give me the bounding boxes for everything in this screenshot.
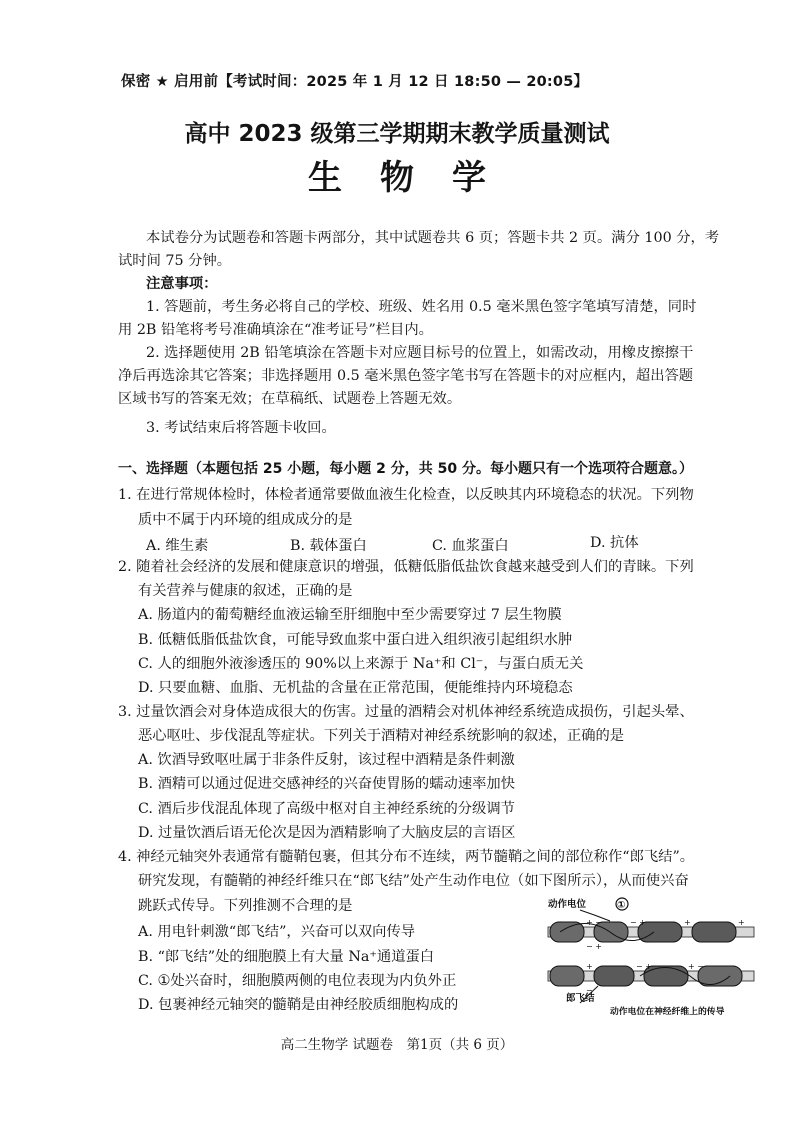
q4-option-a: A. 用电针刺激“郎飞结”，兴奋可以双向传导 xyxy=(138,924,416,940)
q3-stem-line-1: 3. 过量饮酒会对身体造成很大的伤害。过量的酒精会对机体神经系统造成损伤，引起头晕、 xyxy=(118,704,694,720)
notice-2-line-3: 区域书写的答案无效；在草稿纸、试题卷上答题无效。 xyxy=(118,391,462,407)
intro-line-2: 试时间 75 分钟。 xyxy=(118,253,232,269)
figure-caption: 动作电位在神经纤维上的传导 xyxy=(610,1007,725,1017)
q1-stem-line-2: 质中不属于内环境的组成成分的是 xyxy=(138,512,353,528)
q4-option-b: B. “郎飞结”处的细胞膜上有大量 Na⁺通道蛋白 xyxy=(138,949,435,965)
exam-title: 高中 2023 级第三学期期末教学质量测试 xyxy=(184,121,610,147)
notice-2-line-2: 净后再选涂其它答案；非选择题用 0.5 毫米黑色签字笔书写在答题卡的对应框内，超出答题 xyxy=(118,368,694,384)
q2-option-d: D. 只要血糖、血脂、无机盐的含量在正常范围，便能维持内环境稳态 xyxy=(138,680,573,696)
subject-title: 生物学 xyxy=(308,158,524,198)
svg-text:+ −: + − xyxy=(586,918,602,927)
svg-text:+: + xyxy=(738,918,745,927)
confidential-header: 保密 ★ 启用前【考试时间：2025 年 1 月 12 日 18:50 — 20:05】 xyxy=(121,74,589,90)
figure-label-potential: 动作电位 xyxy=(548,899,587,910)
notice-1-line-2: 用 2B 铅笔将考号准确填涂在“准考证号”栏目内。 xyxy=(118,322,433,338)
q1-option-d: D. 抗体 xyxy=(590,535,639,551)
q4-stem-line-3: 跳跃式传导。下列推测不合理的是 xyxy=(138,898,353,914)
q3-option-d: D. 过量饮酒后语无伦次是因为酒精影响了大脑皮层的言语区 xyxy=(138,825,516,841)
svg-text:− +: − + xyxy=(636,962,652,971)
svg-text:+: + xyxy=(586,962,593,971)
q1-option-c: C. 血浆蛋白 xyxy=(432,538,509,554)
q1-stem-line-1: 1. 在进行常规体检时，体检者通常要做血液生化检查，以反映其内环境稳态的状况。下列物 xyxy=(118,487,694,503)
q3-option-a: A. 饮酒导致呕吐属于非条件反射，该过程中酒精是条件刺激 xyxy=(138,752,515,768)
q1-option-b: B. 载体蛋白 xyxy=(290,538,367,554)
svg-text:−: − xyxy=(586,986,593,995)
q4-option-c: C. ①处兴奋时，细胞膜两侧的电位表现为内负外正 xyxy=(138,973,457,989)
q4-option-d: D. 包裹神经元轴突的髓鞘是由神经胶质细胞构成的 xyxy=(138,997,459,1013)
page-footer: 高二生物学 试题卷 第1页（共 6 页） xyxy=(280,1037,514,1053)
q2-option-b: B. 低糖低脂低盐饮食，可能导致血浆中蛋白进入组织液引起组织水肿 xyxy=(138,632,573,648)
svg-text:+: + xyxy=(684,918,691,927)
q2-stem-line-1: 2. 随着社会经济的发展和健康意识的增强，低糖低脂低盐饮食越来越受到人们的青睐。下列 xyxy=(118,559,694,575)
upper-nerve-fiber xyxy=(548,918,754,951)
q3-option-b: B. 酒精可以通过促进交感神经的兴奋使胃肠的蠕动速率加快 xyxy=(138,776,516,792)
notice-2-line-1: 2. 选择题使用 2B 铅笔填涂在答题卡对应题目标号的位置上，如需改动，用橡皮擦擦干 xyxy=(146,345,694,361)
notice-3: 3. 考试结束后将答题卡收回。 xyxy=(146,420,336,436)
q2-option-a: A. 肠道内的葡萄糖经血液运输至肝细胞中至少需要穿过 7 层生物膜 xyxy=(138,607,562,623)
svg-text:− +: − + xyxy=(630,918,646,927)
svg-text:− +: − + xyxy=(586,942,602,951)
section-1-heading: 一、选择题（本题包括 25 小题，每小题 2 分，共 50 分。每小题只有一个选项符合题意。） xyxy=(118,461,693,477)
figure-label-circle: ① xyxy=(617,900,626,911)
q3-stem-line-2: 恶心呕吐、步伐混乱等症状。下列关于酒精对神经系统影响的叙述，正确的是 xyxy=(138,728,625,744)
q3-option-c: C. 酒后步伐混乱体现了高级中枢对自主神经系统的分级调节 xyxy=(138,801,515,817)
q2-option-c: C. 人的细胞外液渗透压的 90%以上来源于 Na⁺和 Cl⁻，与蛋白质无关 xyxy=(138,656,584,672)
q4-stem-line-1: 4. 神经元轴突外表通常有髓鞘包裹，但其分布不连续，两节髓鞘之间的部位称作“郎飞结”。 xyxy=(118,849,695,865)
notice-title: 注意事项： xyxy=(146,276,218,292)
q1-option-a: A. 维生素 xyxy=(146,538,209,554)
q4-stem-line-2: 研究发现，有髓鞘的神经纤维只在“郎飞结”处产生动作电位（如下图所示），从而使兴奋 xyxy=(138,873,689,889)
lower-nerve-fiber xyxy=(548,962,754,995)
intro-line-1: 本试卷分为试题卷和答题卡两部分，其中试题卷共 6 页；答题卡共 2 页。满分 100 分，考 xyxy=(146,230,720,246)
notice-1-line-1: 1. 答题前，考生务必将自己的学校、班级、姓名用 0.5 毫米黑色签字笔填写清楚，同时 xyxy=(146,299,697,315)
q2-stem-line-2: 有关营养与健康的叙述，正确的是 xyxy=(138,583,353,599)
svg-text:+ −: + − xyxy=(688,962,704,971)
figure-label-node: 郎飞结 xyxy=(566,993,595,1004)
saltatory-conduction-figure xyxy=(540,893,762,1021)
